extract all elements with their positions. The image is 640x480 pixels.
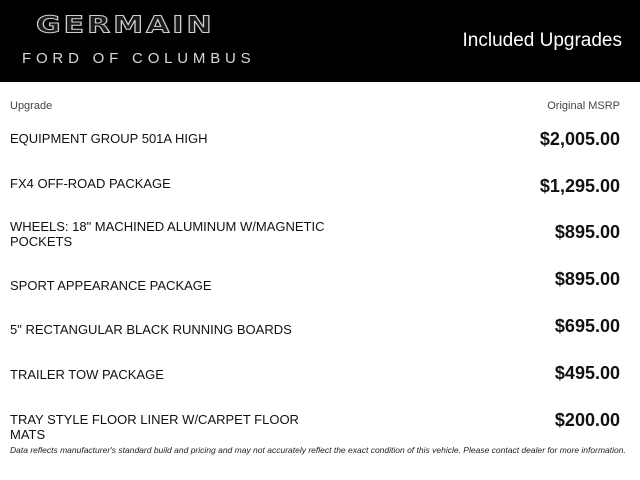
upgrade-name: TRAY STYLE FLOOR LINER W/CARPET FLOOR MATS [10,412,299,442]
upgrade-price: $495.00 [554,363,620,383]
upgrade-price: $2,005.00 [539,129,620,149]
upgrade-price: $895.00 [554,222,620,242]
upgrade-price: $1,295.00 [539,176,620,196]
msrp-column-header: Original MSRP [547,100,620,112]
header-bar [0,0,640,82]
dealer-logo [22,12,282,68]
logo-subtitle: FORD OF COLUMBUS [22,50,256,67]
disclaimer-text: Data reflects manufacturer's standard build and pricing and may not accurately reflect the exact condition of this vehicle. Please contact dealer for more information. [10,445,626,455]
upgrade-column-header: Upgrade [10,100,53,112]
logo-wordmark: GERMAIN [36,11,215,39]
upgrade-price: $695.00 [554,316,620,336]
upgrade-name: SPORT APPEARANCE PACKAGE [10,278,212,293]
page-title: Included Upgrades [462,30,622,51]
upgrade-name: EQUIPMENT GROUP 501A HIGH [10,131,208,146]
upgrade-name: FX4 OFF-ROAD PACKAGE [10,176,171,191]
upgrade-name: 5" RECTANGULAR BLACK RUNNING BOARDS [10,322,292,337]
upgrade-name: WHEELS: 18" MACHINED ALUMINUM W/MAGNETIC POCKETS [10,219,325,249]
upgrade-name: TRAILER TOW PACKAGE [10,367,164,382]
upgrade-price: $895.00 [554,269,620,289]
upgrade-price: $200.00 [554,410,620,430]
